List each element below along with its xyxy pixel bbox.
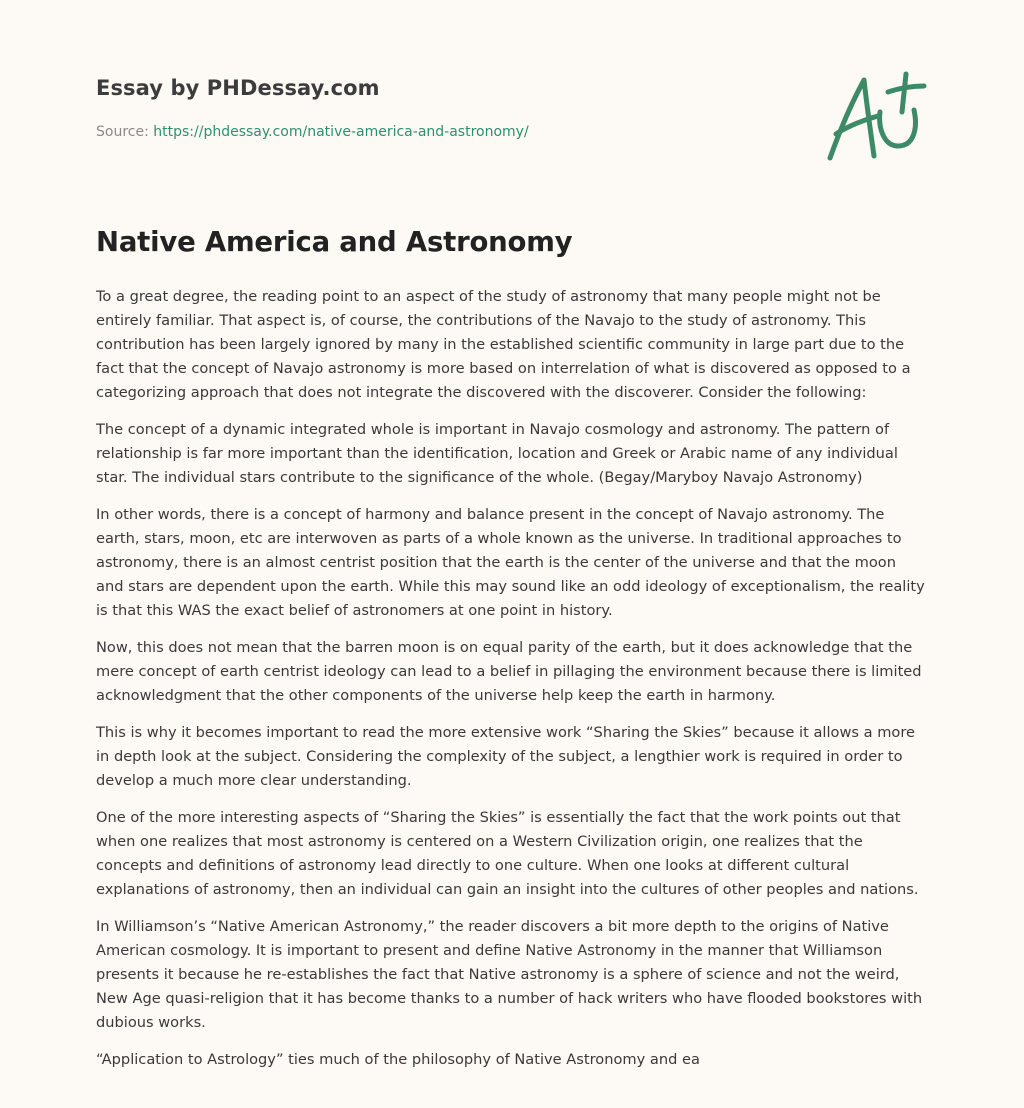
a-plus-logo (822, 68, 930, 164)
paragraph-4: Now, this does not mean that the barren moon is on equal parity of the earth, but it does acknowledge that the mere concept of earth centrist ideology can lead to a belief in pillaging the environment because there is limited acknowledgment that the other components of the universe help keep the earth in harmony. (96, 639, 922, 704)
paragraph-8: “Application to Astrology” ties much of the philosophy of Native Astronomy and ea (96, 1051, 700, 1068)
paragraph-6: One of the more interesting aspects of “Sharing the Skies” is essentially the fact that the work points out that when one realizes that most astronomy is centered on a Western Civilization origin, one realizes that the concepts and definitions of astronomy lead directly to one culture. When one looks at different cultural explanations of astronomy, then an individual can gain an insight into the cultures of other peoples and nations. (96, 809, 919, 898)
source-label: Source: (96, 124, 154, 140)
brand-title: Essay by PHDessay.com (96, 76, 380, 100)
source-link[interactable]: https://phdessay.com/native-america-and-astronomy/ (153, 124, 529, 140)
source-line (96, 124, 529, 140)
a-plus-logo-icon (822, 68, 930, 164)
paragraph-1: To a great degree, the reading point to an aspect of the study of astronomy that many people might not be entirely familiar. That aspect is, of course, the contributions of the Navajo to the study of astronomy. This contribution has been largely ignored by many in the established scientific community in large part due to the fact that the concept of Navajo astronomy is more based on interrelation of what is discovered as opposed to a categorizing approach that does not integrate the discovered with the discoverer. Consider the following: (96, 288, 911, 401)
paragraph-3: In other words, there is a concept of harmony and balance present in the concept of Navajo astronomy. The earth, stars, moon, etc are interwoven as parts of a whole known as the universe. In traditional approaches to astronomy, there is an almost centrist position that the earth is the center of the universe and that the moon and stars are dependent upon the earth. While this may sound like an odd ideology of exceptionalism, the reality is that this WAS the exact belief of astronomers at one point in history. (96, 506, 925, 619)
paragraph-2: The concept of a dynamic integrated whole is important in Navajo cosmology and astronomy. The pattern of relationship is far more important than the identification, location and Greek or Arabic name of any individual star. The individual stars contribute to the significance of the whole. (Begay/Maryboy Navajo Astronomy) (96, 421, 898, 486)
paragraph-5: This is why it becomes important to read the more extensive work “Sharing the Skies” because it allows a more in depth look at the subject. Considering the complexity of the subject, a lengthier work is required in order to develop a much more clear understanding. (96, 724, 916, 789)
page-title: Native America and Astronomy (96, 226, 573, 258)
paragraph-7: In Williamson’s “Native American Astronomy,” the reader discovers a bit more depth to the origins of Native American cosmology. It is important to present and define Native Astronomy in the manner that Williamson presents it because he re-establishes the fact that Native astronomy is a sphere of science and not the weird, New Age quasi-religion that it has become thanks to a number of hack writers who have flooded bookstores with dubious works. (96, 918, 923, 1031)
article-body (96, 285, 926, 1085)
